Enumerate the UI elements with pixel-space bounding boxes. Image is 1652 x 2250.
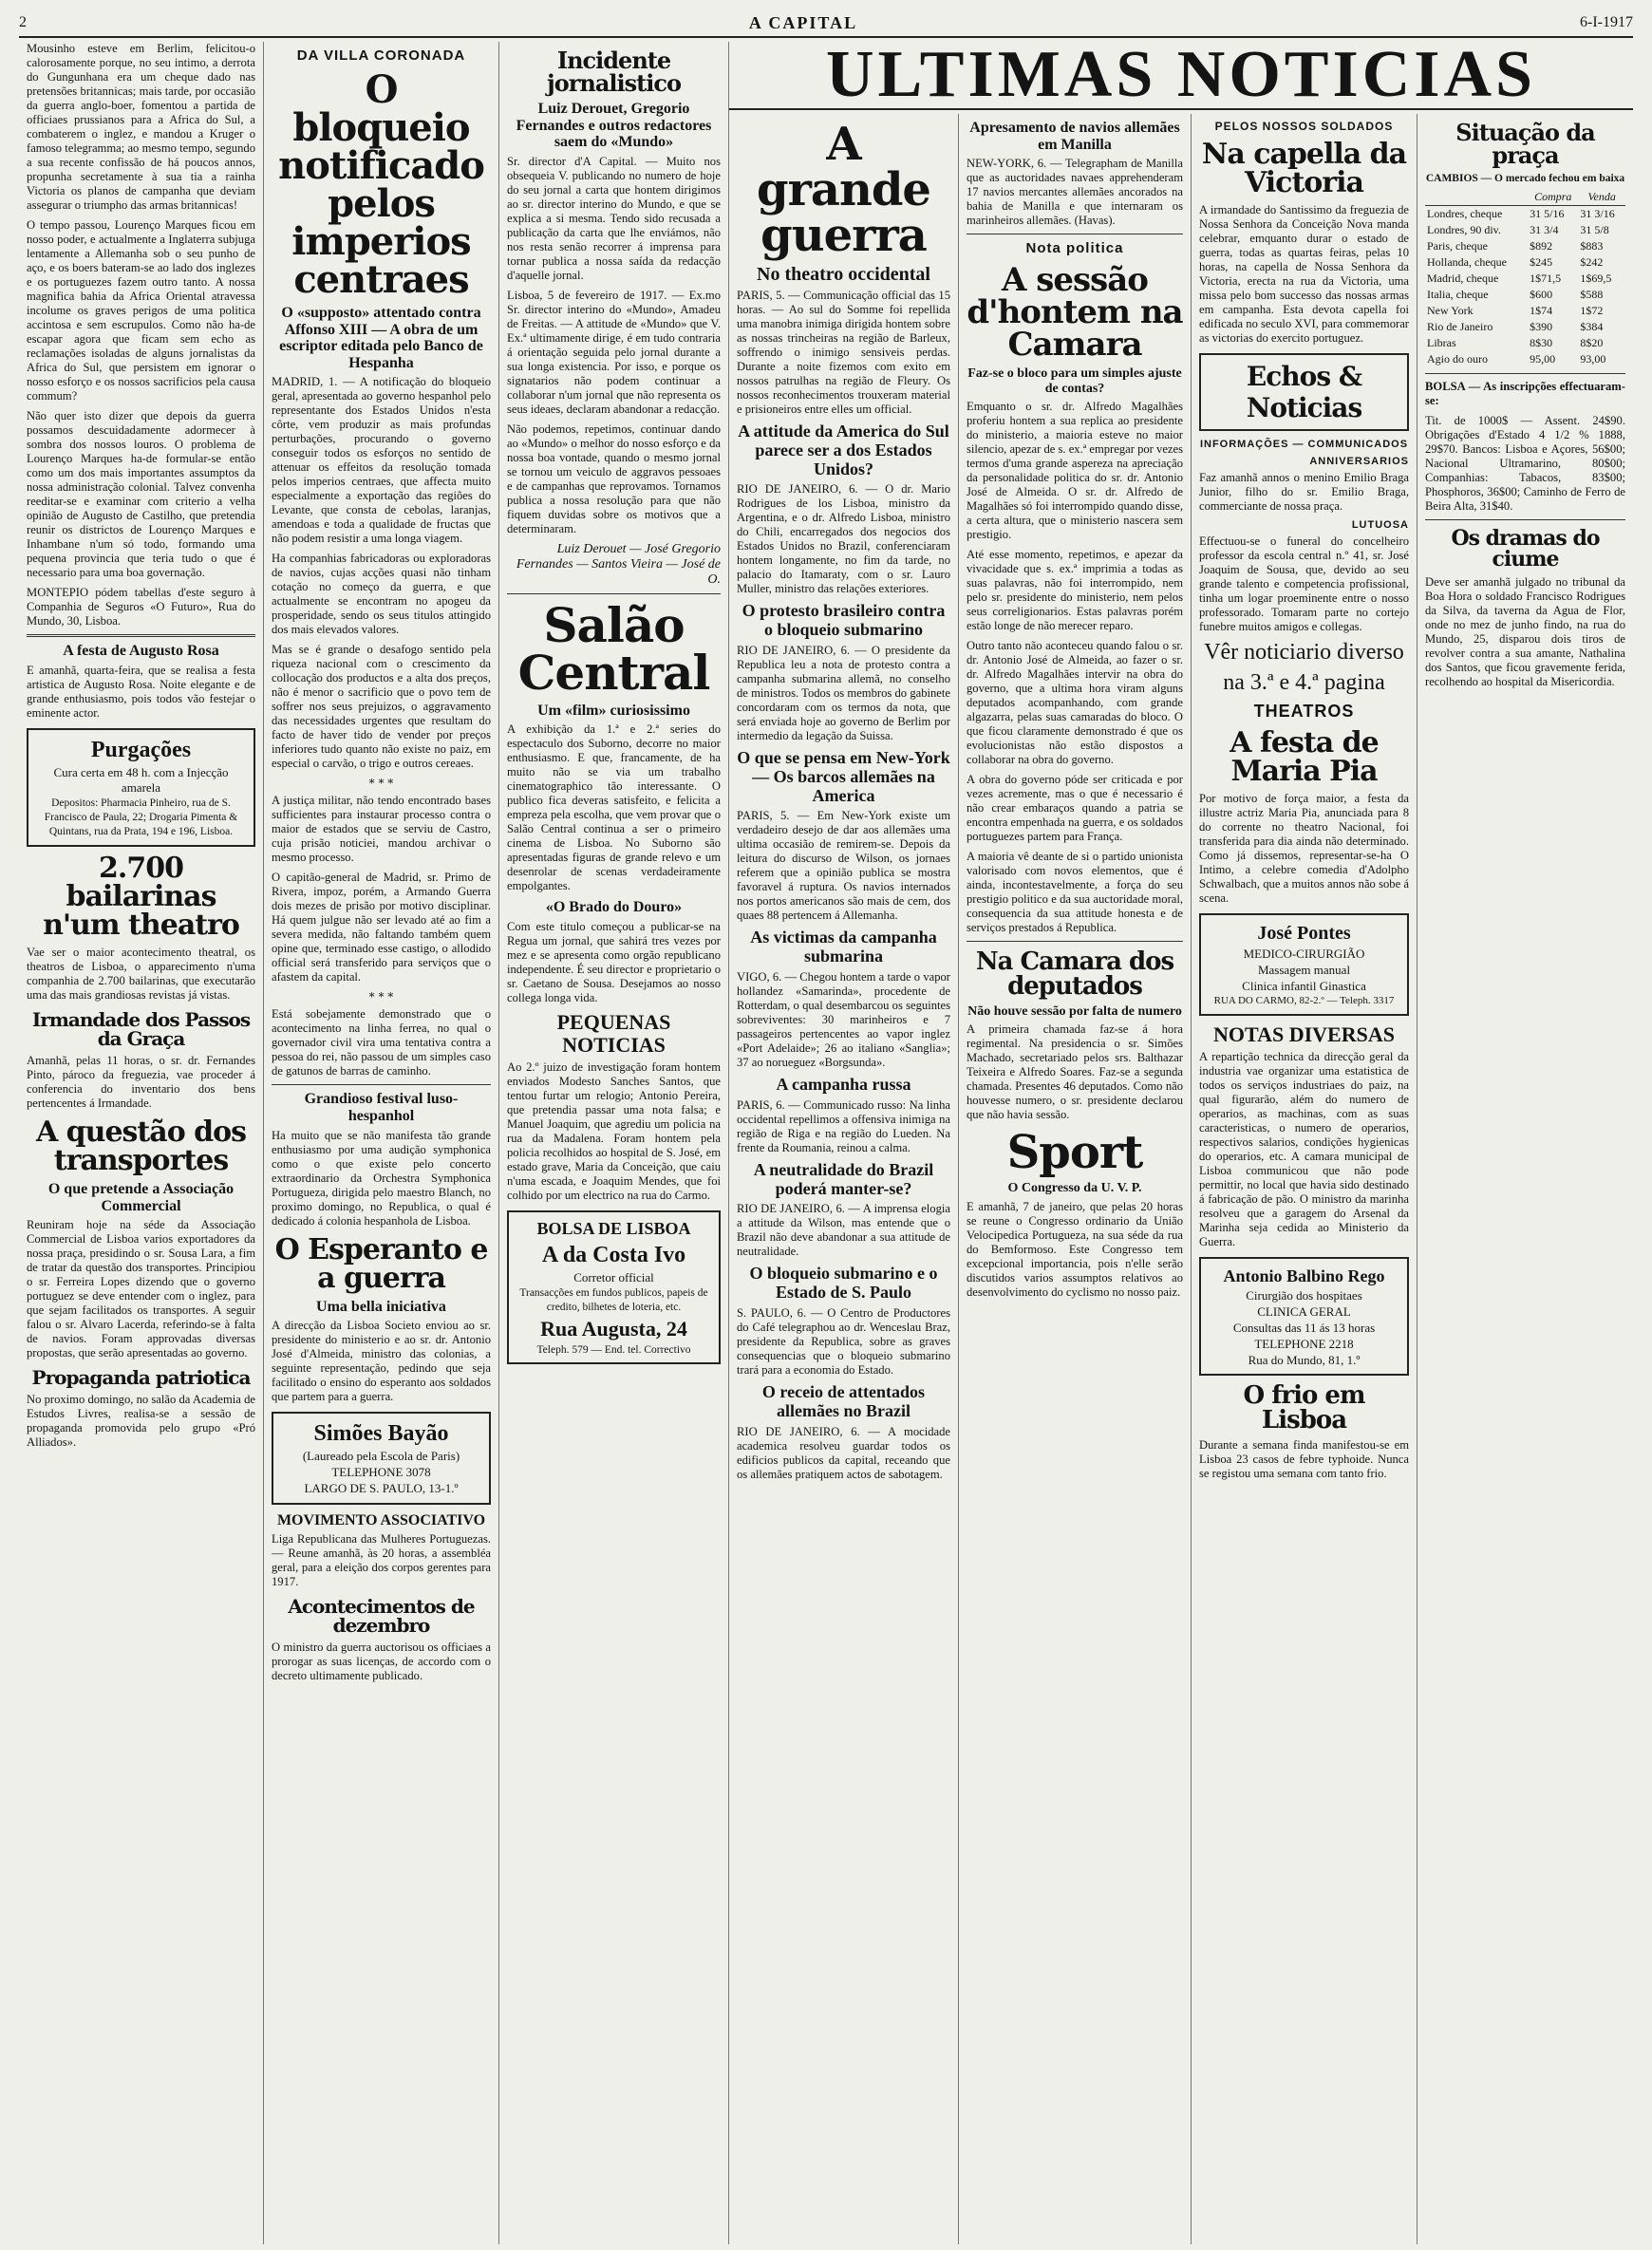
headline: O frio em Lisboa	[1243, 1381, 1365, 1435]
advert-line: MEDICO-CIRURGIÃO	[1243, 946, 1365, 961]
headline: O bloqueio notificado pelos imperios centraes	[278, 67, 484, 302]
article-text: Não podemos, repetimos, continuar dando ao «Mundo» o melhor do nosso esforço e da nossa boa vontade, quando o mesmo jornal se tornou um veiculo de aggravos pessoaes e de campanhas que reprovamos. Tornamos publica a nossa resolução para que não fiquem duvidas sobre os motivos que a determinaram.	[507, 422, 721, 535]
headline: O receio de attentados allemães no Brazil	[761, 1381, 926, 1420]
article-text: PARIS, 5. — Em New-York existe um verdadeiro desejo de dar aos allemães uma ultima occasião de remirem-se. Depois da leitura do discurso de Wilson, os jornaes referem que a opinião publica se mostra favoravel á ruptura. Os navios internados nos portos americanos são mais de cem, dos quaes 88 pertencem á Allemanha.	[737, 809, 950, 923]
article-text: Deve ser amanhã julgado no tribunal da Boa Hora o soldado Francisco Rodrigues da Silva, da taverna da Agua de Flor, onde no mez de junho findo, na rua do Mundo, 25, disparou dois tiros de revolver contra a sua amante, Nathalina dos Santos, que ficou gravemente ferida, recolhendo ao hospital da Misericordia.	[1425, 574, 1625, 688]
section-label: BOLSA — As inscripções effectuaram-se:	[1425, 379, 1625, 407]
table-cell: 1$69,5	[1580, 271, 1612, 285]
table-cell: New York	[1427, 303, 1474, 317]
headline: Na Camara dos deputados	[975, 947, 1174, 1001]
article-text: RIO DE JANEIRO, 6. — A imprensa elogia a attitude da Wilson, mas entende que o Brazil não deve abandonar a sua attitude de neutralidade.	[737, 1202, 950, 1259]
article-text: Mousinho esteve em Berlim, felicitou-o calorosamente porque, no seu intimo, a derrota do Gungunhana era um cheque dado nas pretensões britannicas; mais tarde, por occasião da guerra anglo-boer, fomentou a partida de officiaes prussianos para a Africa do Sul, a combaterem o inglez, e mandou a Kruger o famoso telegramma; ao mesmo tempo, segundo a sua recente confissão de há poucos annos, propunha secretamente à sua tia a rainha Victoria os planos de campanha que deviam assegurar o triumpho das armas britannicas!	[27, 42, 255, 212]
column-1	[19, 42, 264, 2244]
table-cell: 31 5/16	[1530, 206, 1565, 220]
section-label: ANNIVERSARIOS	[1309, 456, 1409, 467]
section-label: LUTUOSA	[1351, 519, 1409, 531]
article-text: A primeira chamada faz-se á hora regimental. Na presidencia o sr. Simões Machado, secretariado pelos srs. Balthazar Teixeira e Alfredo Soares. Faz-se a segunda chamada. Presentes 46 deputados. Como não houvesse numero, o sr. presidente declarou que não havia sessão.	[967, 1022, 1183, 1122]
divider	[272, 1084, 491, 1085]
headline: A questão dos transportes	[35, 1116, 247, 1178]
headline: 2.700 bailarinas n'um theatro	[43, 852, 239, 943]
headline: A sessão d'hontem na Camara	[967, 261, 1183, 365]
headline: NOTAS DIVERSAS	[1213, 1022, 1395, 1046]
advert-line: Teleph. 579 — End. tel. Correctivo	[536, 1343, 691, 1356]
issue-date: 6-I-1917	[1580, 14, 1633, 30]
headline: «O Brado do Douro»	[545, 899, 683, 916]
table-cell: $245	[1530, 254, 1553, 269]
article-text: VIGO, 6. — Chegou hontem a tarde o vapor hollandez «Samarinda», procedente de Rotterdam, o qual desembarcou os seguintes sobreviventes: 30 marinheiros e 7 passageiros pertencentes ao vapor inglez «Port Adelaide»; 26 ao italiano «Sanglia»; 37 ao norueguez «Borgsunda».	[737, 969, 950, 1069]
headline: Propaganda patriotica	[31, 1366, 251, 1390]
table-cell: $384	[1580, 319, 1604, 333]
headline: A campanha russa	[776, 1074, 911, 1094]
advert-title: Simões Bayão	[313, 1421, 449, 1447]
column-5	[959, 114, 1192, 2244]
article-text: Ao 2.º juizo de investigação foram hontem enviados Modesto Sanches Santos, que tentou furtar um relogio; Antonio Pereira, que pretendia passar uma nota falsa; e Manuel Joaquim, que agrediu um policia na rua da Madalena. Foram hontem pela policia recolhidos ao hospital de S. José, em estado grave, Maria da Conceição, que caiu n'uma escada, e Joaquim Mendes, que foi colhido por um electrico na rua do Carmo.	[507, 1060, 721, 1203]
headline: Acontecimentos de dezembro	[288, 1595, 475, 1638]
advert-line: Corretor official	[573, 1269, 654, 1284]
headline: Grandioso festival luso-hespanhol	[304, 1091, 459, 1124]
article-text: Mas se é grande o desafogo sentido pela riqueza nacional com o crescimento da collocação dos productos e a alta dos preços, não é menor o sacrificio que o povo tem de soffrer nos seus prejuizos, o aggravamento das necessidades urgentes que resultam do facto de haver tido de vender por preços inferiores tudo quanto não existe no paiz, em especial o carvão, o trigo e outros cereaes.	[272, 643, 491, 771]
section-kicker: DA VILLA CORONADA	[296, 47, 466, 64]
column-2	[264, 42, 499, 2244]
table-row	[1425, 222, 1625, 238]
divider	[1425, 519, 1625, 520]
table-cell: Londres, cheque	[1427, 206, 1503, 220]
advert-title: José Pontes	[1257, 922, 1351, 944]
advert-line: TELEPHONE 3078	[331, 1465, 431, 1480]
article-text: RIO DE JANEIRO, 6. — A mocidade academica resolveu guardar todos os edificios publicos da capital, receando que os allemães pratiquem actos de sabotagem.	[737, 1424, 950, 1481]
table-header: Compra	[1528, 189, 1578, 206]
column-4	[729, 114, 959, 2244]
headline: Irmandade dos Passos da Graça	[31, 1008, 251, 1051]
advert-line: Cura certa em 48 h. com a Injecção amarela	[53, 764, 229, 796]
article-text: Ha companhias fabricadoras ou exploradoras de navios, cujas acções quasi não tinham cotação no começo da guerra, e que actualmente se encontram no apogeu da prosperidade, sendo os seus titulos attingido dos mais elevados valores.	[272, 552, 491, 637]
divider	[507, 593, 721, 594]
advert-jose-pontes	[1199, 913, 1409, 1016]
article-text: Com este titulo começou a publicar-se na Regua um jornal, que sahirá tres vezes por mez e se apresenta como orgão republicano independente. É seu director e proprietario o sr. Caetano de Sousa. Desejamos ao nosso collega longa vida.	[507, 919, 721, 1004]
article-text: E amanhã, 7 de janeiro, que pelas 20 horas se reune o Congresso ordinario da União Velocipedica Portugueza, na sua séde da rua do Bemformoso. Este Congresso tem excepcional importancia, pois n'elle serão discutidos varios assumptos relativos ao desenvolvimento do cyclismo no nosso paiz.	[967, 1199, 1183, 1299]
article-text: A justiça militar, não tendo encontrado bases sufficientes para instaurar processo contra o maior de estados que se serviu de Castro, cuja prisão noticiei, mandou archivar o mesmo processo.	[272, 794, 491, 865]
signature: Luiz Derouet — José Gregorio Fernandes — Santos Vieira — José de O.	[516, 541, 721, 587]
advert-line: Consultas das 11 ás 13 horas	[1232, 1320, 1376, 1335]
table-cell: 1$72	[1580, 303, 1604, 317]
article-text: A repartição technica da direcção geral da industria vae organizar uma estatistica de todos os serviços industriaes do paiz, na qual figurarão, além do numero de operarios, as machinas, com as suas caracteristicas, o numero de operarios, respectivos salarios, condições hygienicas do operarios, etc. A camara municipal de Lisboa communicou que não pode permittir, no local que havia sido destinado á fabricação de pão. O ministro da marinha resolveu que a garagem do Arsenal da Marinha seja cedida ao Ministerio da Guerra.	[1199, 1049, 1409, 1248]
table-cell: Paris, cheque	[1427, 238, 1488, 253]
table-row	[1425, 205, 1625, 222]
table-cell: 31 3/16	[1580, 206, 1615, 220]
divider	[967, 941, 1183, 942]
article-text: Sr. director d'A Capital. — Muito nos obsequeia V. publicando no numero de hoje do seu jornal a carta que hontem dirigimos ao sr. director interino do Mundo, e que se explica a si mesma. Tendo sido recusada a publicação da carta que lhe enviámos, não nos resta senão recorrer á imprensa para tornar publica a nossa saída da redacção d'aquelle jornal.	[507, 154, 721, 282]
advert-line: Massagem manual	[1257, 962, 1351, 977]
article-text: A exhibição da 1.ª e 2.ª series do espectaculo dos Suborno, decorre no maior enthusiasmo. E que, francamente, de ha muito não se via um trabalho cinematographico tão interessante. O publico fica deveras satisfeito, e felicita a empreza pela escolha, que vem provar que o Salão Central continua a ser o primeiro cinema de Lisboa. No Suborno são apresentadas figuras de grande relevo e um desenrolar de scenas verdadeiramente empolgantes.	[507, 722, 721, 893]
article-text: Faz amanhã annos o menino Emilio Braga Junior, filho do sr. Emilio Braga, commerciante de nossa praça.	[1199, 471, 1409, 513]
advert-title: Antonio Balbino Rego	[1223, 1266, 1385, 1285]
article-text: Ha muito que se não manifesta tão grande enthusiasmo por uma audição symphonica como o que existe pelo concerto extraordinario da Orchestra Symphonica Portugueza, dirigida pelo maestro Blanch, no proximo domingo, no Republica, o qual é dedicado á colonia hespanhola de Lisboa.	[272, 1128, 491, 1228]
subheadline: Luiz Derouet, Gregorio Fernandes e outros redactores saem do «Mundo»	[516, 101, 712, 151]
subheadline: O Congresso da U. V. P.	[1007, 1181, 1142, 1196]
notice-line: na 3.ª e 4.ª pagina	[1223, 670, 1385, 696]
subheadline: Faz-se o bloco para um simples ajuste de contas?	[967, 366, 1182, 396]
subheadline: Um «film» curiosissimo	[537, 702, 690, 719]
table-cell: 93,00	[1580, 351, 1606, 366]
article-text: Emquanto o sr. dr. Alfredo Magalhães proferiu hontem a sua replica ao presidente do ministerio, a maioria esteve no maior silencio, apezar de s. ex.ª empregar por vezes termos d'uma grande aspereza na apreciação da personalidade politica do sr. dr. Antonio José de Almeida. O sr. dr. Alfredo de Magalhães só foi interrompido quando disse, a certa altura, que o ministerio nascera sem prestigio.	[967, 399, 1183, 541]
article-text: Vae ser o maior acontecimento theatral, os theatros de Lisboa, o apparecimento n'uma companhia de 2.700 bailarinas, que executarão uma das mais grandiosas revistas já vistas.	[27, 946, 255, 1003]
article-text: Outro tanto não aconteceu quando falou o sr. dr. Antonio José de Almeida, ao fazer o sr. dr. Alfredo Magalhães intervir na obra do governo, que a ultima hora viram alguns deputados acompanhando, com grande algazarra, pelas suas camaradas do bloco. O que ficou claramente demonstrado é que os evolucionistas não estão dispostos a collaborar na obra do governo.	[967, 638, 1183, 766]
separator-stars: * * *	[368, 777, 394, 791]
headline: Salão Central	[517, 596, 710, 701]
headline: Apresamento de navios allemães em Manilla	[969, 120, 1180, 153]
page-number: 2	[19, 14, 27, 30]
article-text: NEW-YORK, 6. — Telegrapham de Manilla que as auctoridades navaes apprehenderam 17 navios mercantes allemães ancorados na bahia de Manilla e que internaram os marinheiros allemães. (Havas).	[967, 157, 1183, 228]
table-row	[1425, 238, 1625, 254]
headline: As victimas da campanha submarina	[750, 928, 937, 966]
table-cell: Agio do ouro	[1427, 351, 1488, 366]
headline: Situação da praça	[1455, 119, 1595, 169]
advert-title: BOLSA DE LISBOA	[536, 1219, 691, 1239]
table-cell: Italia, cheque	[1427, 287, 1489, 301]
headline: O Esperanto e a guerra	[274, 1232, 488, 1295]
separator-stars: * * *	[368, 990, 394, 1004]
article-text: Está sobejamente demonstrado que o acontecimento na linha ferrea, no qual o governador civil vira uma tentativa contra a pessoa do rei, não passou de um simples caso de gatunos de barras de caminho.	[272, 1007, 491, 1078]
advert-line: (Laureado pela Escola de Paris)	[302, 1449, 460, 1464]
article-text: Não quer isto dizer que depois da guerra possamos descuidadamente adormecer à sombra dos nossos louros. O problema de Lourenço Marques ha-de formular-se então como um dos mais importantes assumptos da nossa administração colonial. Talvez convenha reeditar-se e examinar com criterio a velha opinião de Augusto de Castilho, que pretendia reunir os districtos de Lourenço Marques e Inhambane n'um só todo, formando uma pequena provincia que teria tudo o que é necessario para uma boa governação.	[27, 409, 255, 579]
divider	[27, 634, 255, 637]
subheadline: CAMBIOS — O mercado fechou em baixa	[1425, 173, 1625, 184]
headline: O bloqueio submarino e o Estado de S. Paulo	[749, 1264, 938, 1303]
article-text: MADRID, 1. — A notificação do bloqueio geral, apresentada ao governo hespanhol pelo representante dos Estados Unidos n'esta côrte, vem produzir as mais profundas perturbações, procurando o governo conseguir todos os esforços no sentido de attenuar os effeitos da resolução tomada pelos imperios centraes, que affecta muito especialmente a exportação das regiões do Levante, que consta de cebolas, laranjas, amendoas e toda a qualidade de fructas que não podem resistir a uma longa viagem.	[272, 375, 491, 546]
table-cell: Madrid, cheque	[1427, 271, 1499, 285]
article-text: O ministro da guerra auctorisou os officiaes a prorogar as suas licenças, de accordo com o decreto ultimamente publicado.	[272, 1641, 491, 1683]
column-7	[1417, 114, 1633, 2244]
exchange-rates-table	[1425, 189, 1625, 367]
advert-line: CLINICA GERAL	[1257, 1303, 1351, 1319]
table-cell: Libras	[1427, 335, 1456, 349]
table-cell: $600	[1530, 287, 1553, 301]
advert-line: TELEPHONE 2218	[1254, 1336, 1354, 1351]
headline: Os dramas do ciume	[1451, 525, 1600, 572]
headline: A attitude da America do Sul parece ser a dos Estados Unidos?	[738, 422, 949, 478]
headline: O que se pensa em New-York — Os barcos allemães na America	[737, 747, 950, 805]
headline: PEQUENAS NOTICIAS	[556, 1009, 671, 1058]
divider	[1425, 373, 1625, 374]
section-label: THEATROS	[1253, 701, 1355, 721]
headline: Sport	[1006, 1126, 1143, 1180]
advert-line: Cirurgião dos hospitaes	[1246, 1287, 1362, 1303]
table-cell: 95,00	[1530, 351, 1556, 366]
headline: A festa de Augusto Rosa	[63, 643, 219, 659]
advert-line: Rua Augusta, 24	[540, 1316, 687, 1341]
article-text: RIO DE JANEIRO, 6. — O presidente da Republica leu a nota de protesto contra a campanha submarina allemã, no conselho de ministros. Todos os membros do gabinete concordaram com os termos da nota, que será enviada hoje ao governo de Berlim por intermedio da legação da Suissa.	[737, 643, 950, 742]
table-cell: $588	[1580, 287, 1604, 301]
headline: A grande guerra	[757, 118, 930, 262]
section-kicker: PELOS NOSSOS SOLDADOS	[1214, 120, 1394, 133]
article-text: Por motivo de força maior, a festa da illustre actriz Maria Pia, anunciada para 8 do corrente no theatro Nacional, foi transferida para dia ainda não determinado. Como já dissemos, representar-se-ha O Intimo, a celebre comedia d'Adolpho Schwalbach, que a muitos annos não sobe á scena.	[1199, 791, 1409, 905]
table-row	[1425, 319, 1625, 335]
advert-line: Transacções em fundos publicos, papeis de credito, bilhetes de loteria, etc.	[519, 1286, 708, 1313]
subheadline: Uma bella iniciativa	[316, 1298, 446, 1315]
article-text: E amanhã, quarta-feira, que se realisa a festa artistica de Augusto Rosa. Noite elegante e de grande enthusiasmo, pois todos vão festejar o eminente actor.	[27, 663, 255, 720]
article-text: O capitão-general de Madrid, sr. Primo de Rivera, impoz, porém, a Armando Guerra dois mezes de prisão por motivo disciplinar. Há quem julgue não ser levado até ao fim a severa medida, não faltando também quem opine que, terminado esse castigo, o allodido official será transferido para serviços que o afastem da capital.	[272, 871, 491, 984]
subheadline: Não houve sessão por falta de numero	[967, 1003, 1182, 1019]
article-text: Reuniram hoje na séde da Associação Commercial de Lisboa varios exportadores da nossa praça, presidindo o sr. Sousa Lara, a fim de tratar da questão dos transportes. Principiou o sr. Ferreira Lopes dizendo que o governo portuguez se deve entender com o inglez, para que sejam facilitados os transportes. A seguir falou o sr. Alvaro Lacerda, referindo-se à falta de navios. Foram approvadas diversas propostas, que serão apresentadas ao governo.	[27, 1218, 255, 1360]
table-row	[1425, 271, 1625, 287]
headline: Echos & Noticias	[1246, 361, 1362, 423]
table-cell: 31 5/8	[1580, 222, 1609, 236]
subheadline: No theatro occidental	[757, 264, 930, 285]
table-row	[1425, 287, 1625, 303]
article-text: O tempo passou, Lourenço Marques ficou em nosso poder, e actualmente a Inglaterra subjuga lentamente a Allemanha sob o seu punho de aço, e os boers bateram-se ao lado dos inglezes e os portuguezes fazem outro tanto. A nossa magnifica bahia da Africa Oriental atravessa incolume os graves perigos de uma politica accintosa e sem escrupulos. Como não ha-de escapar agora que ficam sem echo as reclamações isoladas de alguns jornalistas da Africa do Sul, que persistem em ignorar o nosso esforço e os nossos sacrificios pela causa commum?	[27, 218, 255, 403]
article-text: Até esse momento, repetimos, e apezar da vivacidade que s. ex.ª imprimia a todas as suas palavras, não foi interrompido, nem pelo sr. presidente do ministerio, nem pelos seus correligionarios. Estas palavras porém estão longe de não merecer reparo.	[967, 547, 1183, 632]
advert-line: A da Costa Ivo	[541, 1242, 686, 1267]
table-cell: $242	[1580, 254, 1604, 269]
advert-balbino-rego	[1199, 1257, 1409, 1376]
montepio-notice: MONTEPIO pódem tabellas d'este seguro à Companhia de Seguros «O Futuro», Rua do Mundo, 30, Lisboa.	[27, 586, 255, 628]
article-text: No proximo domingo, no salão da Academia de Estudos Livres, realisa-se a sessão de propaganda promovida pelo grupo «Pró Alliados».	[27, 1393, 255, 1450]
table-cell: $883	[1580, 238, 1604, 253]
article-text: A direcção da Lisboa Societo enviou ao sr. presidente do ministerio e ao sr. dr. Antonio José d'Almeida, ministro das colonias, a seguinte representação, pedindo que seja facilitado o ensino do esperanto aos soldados que partem para a guerra.	[272, 1319, 491, 1404]
table-cell: Rio de Janeiro	[1427, 319, 1493, 333]
table-header	[1425, 189, 1528, 206]
article-text: A obra do governo póde ser criticada e por vezes acremente, mas o que é necessario é não crear embaraços quando a patria se encontra empenhada na guerra, e os soldados portuguezes partem para França.	[967, 772, 1183, 843]
article-text: A maioria vê deante de si o partido unionista valorisado com novos elementos, que é ainda, incontestavelmente, a força do seu prestigio politico e da sua auctoridade moral, consequencia da sua attitude honesta e de serviços prestados á Republica.	[967, 849, 1183, 934]
headline: A neutralidade do Brazil poderá manter-se?	[753, 1159, 934, 1198]
advert-costa-ivo	[507, 1210, 721, 1364]
table-row	[1425, 335, 1625, 351]
section-label: Nota politica	[1025, 240, 1124, 257]
article-text: Tit. de 1000$ — Assent. 24$90. Obrigações d'Estado 4 1/2 % 1888, 29$70. Bancos: Lisboa e Açores, 56$00; Nacional Ultramarino, 80$00; Companhias: Tabacos, 83$00; Phosphoros, 36$00; Caminho de Ferro de Beira Alta, 31$40.	[1425, 413, 1625, 513]
table-cell: Hollanda, cheque	[1427, 254, 1507, 269]
table-cell: 1$71,5	[1530, 271, 1562, 285]
headline: MOVIMENTO ASSOCIATIVO	[276, 1511, 486, 1528]
headline: A festa de Maria Pia	[1230, 725, 1379, 788]
article-text: S. PAULO, 6. — O Centro de Productores do Café telegraphou ao dr. Wenceslau Braz, presidente da Republica, sobre as graves consequencias que o bloqueio submarino trará para a economia do Estado.	[737, 1305, 950, 1377]
table-row	[1425, 303, 1625, 319]
table-cell: 1$74	[1530, 303, 1553, 317]
advert-title: Purgações	[90, 737, 192, 762]
headline: O protesto brasileiro contra o bloqueio submarino	[742, 601, 946, 640]
subheadline: INFORMAÇÕES — COMMUNICADOS	[1199, 439, 1409, 450]
echos-box	[1199, 353, 1409, 431]
column-6	[1192, 114, 1417, 2244]
subheadline: O que pretende a Associação Commercial	[47, 1181, 235, 1214]
table-cell: 31 3/4	[1530, 222, 1559, 236]
table-row	[1425, 351, 1625, 367]
article-text: Amanhã, pelas 11 horas, o sr. dr. Fernandes Pinto, pároco da freguezia, vae proceder á conferencia do inventario dos bens pertencentes á Irmandade.	[27, 1054, 255, 1111]
headline: Na capella da Victoria	[1201, 138, 1407, 199]
table-cell: 8$20	[1580, 335, 1604, 349]
advert-line: Clinica infantil Ginastica	[1242, 978, 1366, 993]
table-cell: Londres, 90 div.	[1427, 222, 1501, 236]
table-header: Venda	[1578, 189, 1625, 206]
advert-line: Depositos: Pharmacia Pinheiro, rua de S. Francisco de Paula, 22; Drogaria Pimenta & Quintans, rua da Prata, 194 e 196, Lisboa.	[44, 797, 238, 838]
article-text: PARIS, 6. — Communicado russo: Na linha occidental repellimos a offensiva inimiga na região de Riga e na região do Lueden. Na frente da Roumania, reinou a calma.	[737, 1097, 950, 1154]
table-cell: $390	[1530, 319, 1553, 333]
masthead: A CAPITAL	[748, 12, 858, 32]
article-text: RIO DE JANEIRO, 6. — O dr. Mario Rodrigues de los Lisboa, ministro da Argentina, e o dr. Alfredo Lisboa, ministro do Chili, encarregados dos negocios dos Estados Unidos no Brazil, conferenciaram hontem longamente, no fim da tarde, no palacio do Itamaraty, com o sr. Lauro Muller, ministro das relações exteriores.	[737, 482, 950, 596]
column-3	[499, 42, 729, 2244]
notice-line: Vêr noticiario diverso	[1204, 640, 1404, 665]
article-text: Durante a semana finda manifestou-se em Lisboa 23 casos de febre typhoide. Nunca se registou uma semana com tanto frio.	[1199, 1438, 1409, 1481]
article-text: A irmandade do Santissimo da freguezia de Nossa Senhora da Conceição Nova manda celebrar, emquanto durar o estado de guerra, todas as quartas feiras, pelas 10 horas, na capella de Nossa Senhora da Victoria, erecta na rua da Victoria, uma missa pelo bom successo das nossas armas em campanha. Esta devota capella foi edificada no seculo XVI, para commemorar as victorias do exercito portuguez.	[1199, 203, 1409, 345]
table-cell: 8$30	[1530, 335, 1553, 349]
article-text: Liga Republicana das Mulheres Portuguezas. — Reune amanhã, às 20 horas, a assembléa geral, para a eleição dos corpos gerentes para 1917.	[272, 1532, 491, 1589]
article-text: Effectuou-se o funeral do concelheiro professor da escola central n.º 41, sr. José Joaquim de Sousa, que, devido ao seu grande talento e competencia profissional, tinha um logar proeminente entre o nosso professorado. Tomaram parte no cortejo funebre muitos amigos e collegas.	[1199, 534, 1409, 633]
advert-simoes-bayao	[272, 1412, 491, 1505]
advert-line: LARGO DE S. PAULO, 13-1.º	[304, 1480, 459, 1495]
advert-line: RUA DO CARMO, 82-2.º — Teleph. 3317	[1213, 995, 1395, 1007]
page-header	[19, 9, 1633, 38]
advert-purgacoes	[27, 728, 255, 848]
table-row	[1425, 254, 1625, 271]
table-cell: $892	[1530, 238, 1553, 253]
headline: Incidente jornalistico	[547, 47, 681, 97]
advert-line: Rua do Mundo, 81, 1.º	[1248, 1352, 1361, 1367]
article-text: Lisboa, 5 de fevereiro de 1917. — Ex.mo Sr. director interino do «Mundo», Amadeu de Freitas. — A attitude de «Mundo» que V. Ex.ª ultimamente dirige, é em tudo contraria á orientação seguida pelo jornal durante a sua longa existencia. Por isso, e porque os signatarios não podem continuar a collaborar n'um jornal que não representa os seus ideaes, declaram abandonar a redacção.	[507, 288, 721, 416]
subheadline: O «supposto» attentado contra Affonso XIII — A obra de um escriptor editada pelo Banco de Hespanha	[279, 305, 483, 371]
banner-ultimas-noticias: ULTIMAS NOTICIAS	[729, 42, 1633, 110]
table-header-row	[1425, 189, 1625, 206]
article-text: PARIS, 5. — Communicação official das 15 horas. — Ao sul do Somme foi repellida uma manobra inimiga dirigida hontem sobre as nossas trincheiras na região de Barleux, soffrendo o inimigo sensiveis perdas. Durante a noite fizemos com exito em nossos patrulhas na região de Fleury. Os nossos reconhecimentos trouxeram material e prisioneiros entre elles um official.	[737, 289, 950, 416]
